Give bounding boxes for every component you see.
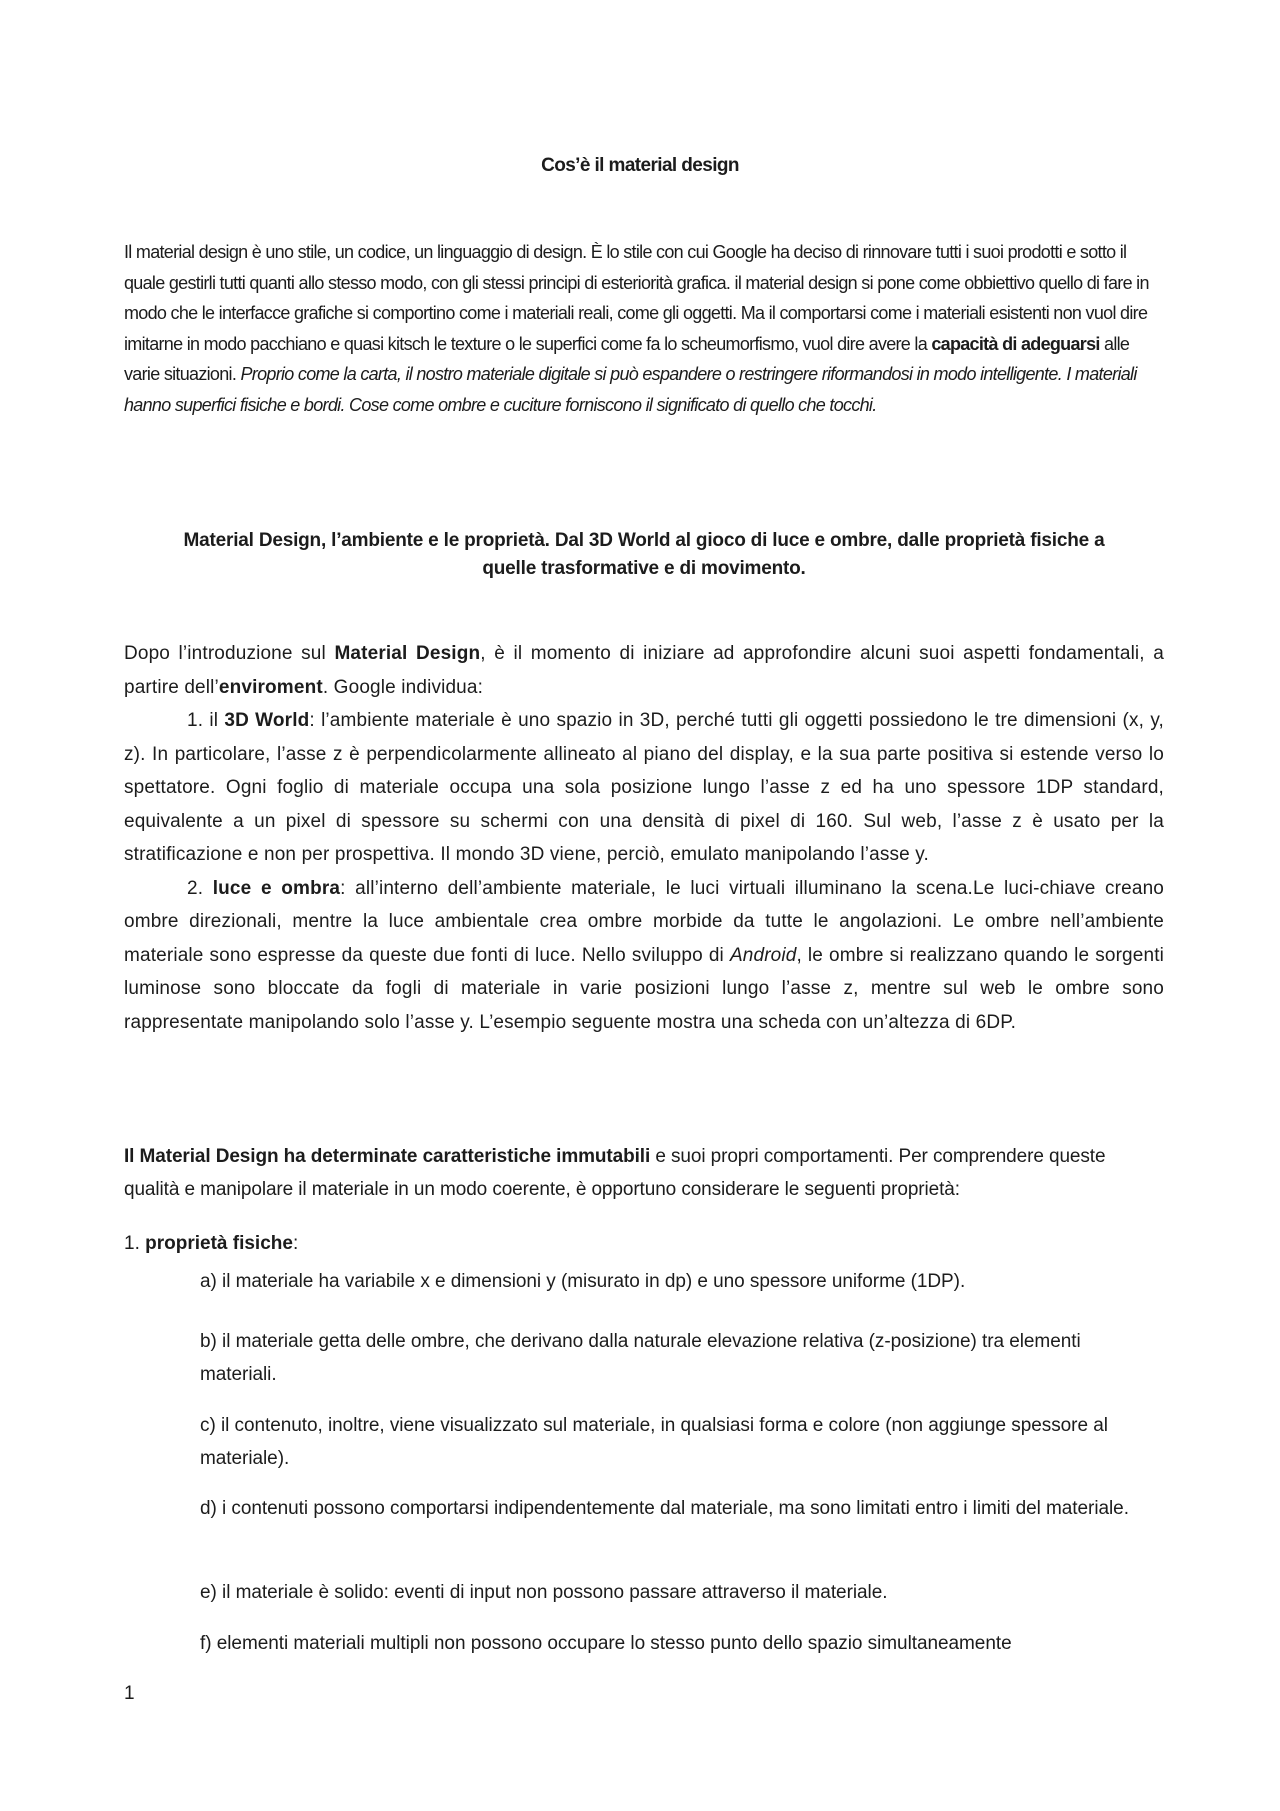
property-item-d: d) i contenuti possono comportarsi indipendentemente dal materiale, ma sono limitati entro i limiti del materiale. [200, 1498, 1129, 1519]
list-text-luce-ombra: : all’interno dell’ambiente materiale, le luci virtuali illuminano la scena.Le luci-chiave creano ombre direzionali, mentre la luce ambientale crea ombre morbide da tutte le angolazioni. Le ombre nell’ambiente materiale sono espresse da queste due fonti di luce. Nello sviluppo di [124, 877, 1165, 966]
list-italic-android: Android [729, 944, 797, 966]
environment-intro [124, 637, 1164, 704]
list-text-3d-world: : l’ambiente materiale è uno spazio in 3D, perché tutti gli oggetti possiedono le tre dimensioni (x, y, z). In particolare, l’asse z è perpendicolarmente allineato al piano del display, e la sua parte positiva si estende verso lo spettatore. Ogni foglio di materiale occupa una sola posizione lungo l’asse z ed ha uno spessore 1DP standard, equivalente a un pixel di spessore su schermi con una densità di pixel di 160. Sul web, l’asse z è usato per la stratificazione e non per prospettiva. Il mondo 3D viene, perciò, emulato manipolando l’asse y. [124, 710, 1164, 865]
properties-number: 1. [124, 1233, 146, 1254]
page-number: 1 [124, 1683, 135, 1704]
property-item-e: e) il materiale è solido: eventi di input non possono passare attraverso il materiale. [200, 1582, 888, 1603]
env-text-3: . Google individua: [322, 676, 484, 698]
properties-colon: : [292, 1233, 299, 1254]
characteristics-bold: Il Material Design ha determinate caratteristiche immutabili [124, 1146, 651, 1167]
list-number: 1. il [187, 710, 225, 731]
section-heading [124, 527, 1164, 583]
properties-heading [124, 1233, 298, 1255]
section-heading-line2: quelle trasformative e di movimento. [482, 558, 806, 579]
characteristics-text: e suoi propri comportamenti. Per comprendere queste qualità e manipolare il materiale in un modo coerente, è opportuno considerare le seguenti proprietà: [124, 1146, 1106, 1200]
env-text-2: , è il momento di iniziare ad approfondire alcuni suoi aspetti fondamentali, a partire dell’ [124, 643, 1164, 698]
environment-section [124, 637, 1164, 1039]
intro-paragraph [124, 237, 1164, 421]
property-item-b: b) il materiale getta delle ombre, che derivano dalla naturale elevazione relativa (z-posizione) tra elementi materiali. [200, 1331, 1081, 1385]
page-title: Cos’è il material design [541, 155, 739, 176]
list-bold-luce-ombra: luce e ombra [212, 877, 341, 899]
list-item-luce-ombra [124, 872, 1164, 1040]
property-item-c: c) il contenuto, inoltre, viene visualizzato sul materiale, in qualsiasi forma e colore (non aggiunge spessore al materiale). [200, 1415, 1108, 1469]
list-text-luce-ombra-2: , le ombre si realizzano quando le sorgenti luminose sono bloccate da fogli di materiale in varie posizioni lungo l’asse z, mentre sul web le ombre sono rappresentate manipolando solo l’asse y. L’esempio seguente mostra una scheda con un’altezza di 6DP. [124, 944, 1164, 1033]
property-item-f: f) elementi materiali multipli non possono occupare lo stesso punto dello spazio simultaneamente [200, 1633, 1012, 1654]
list-number: 2. [187, 877, 213, 899]
intro-bold-phrase: capacità di adeguarsi [931, 333, 1100, 354]
section-heading-line1: Material Design, l’ambiente e le proprietà. Dal 3D World al gioco di luce e ombre, dalle proprietà fisiche a [183, 530, 1105, 551]
env-bold-material-design: Material Design [334, 643, 481, 664]
list-item-3d-world [124, 704, 1164, 872]
env-bold-enviroment: enviroment [218, 676, 323, 698]
env-text: Dopo l’introduzione sul [124, 643, 335, 664]
characteristics-paragraph [124, 1140, 1164, 1206]
property-item-a: a) il materiale ha variabile x e dimensioni y (misurato in dp) e uno spessore uniforme (1DP). [200, 1271, 966, 1292]
list-bold-3d-world: 3D World [224, 710, 310, 731]
intro-italic-quote: Proprio come la carta, il nostro materiale digitale si può espandere o restringere riformandosi in modo intelligente. I materiali hanno superfici fisiche e bordi. Cose come ombre e cuciture forniscono il significato di quello che tocchi. [124, 364, 1137, 415]
intro-text: Il material design è uno stile, un codice, un linguaggio di design. È lo stile con cui Google ha deciso di rinnovare tutti i suoi prodotti e sotto il quale gestirli tutti quanti allo stesso modo, con gli stessi principi di esteriorità grafica. il material design si pone come obbiettivo quello di fare in modo che le interfacce grafiche si comportino come i materiali reali, come gli oggetti. Ma il comportarsi come i materiali esistenti non vuol dire imitarne in modo pacchiano e quasi kitsch le texture o le superfici come fa lo scheumorfismo, vuol dire avere la [124, 242, 1149, 354]
intro-text-continued: alle varie situazioni. [124, 333, 1130, 385]
properties-heading-bold: proprietà fisiche [145, 1233, 293, 1254]
